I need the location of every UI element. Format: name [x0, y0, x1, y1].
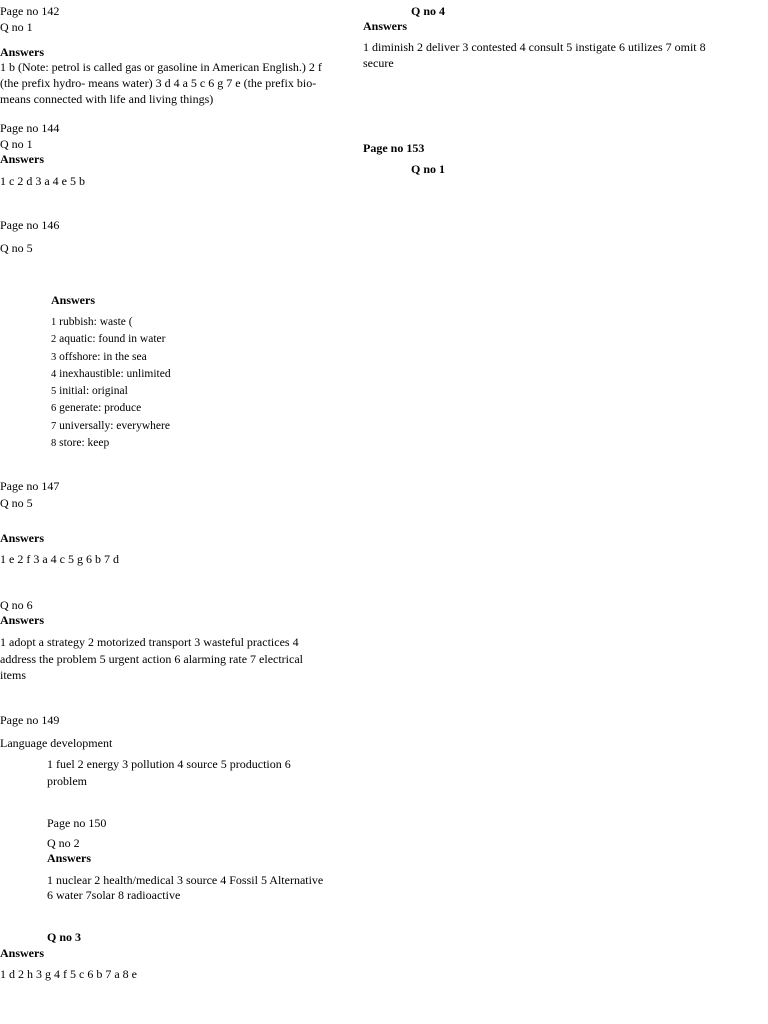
list-item: 5 initial: original	[51, 385, 128, 398]
page-147-answer-line: address the problem 5 urgent action 6 alarming rate 7 electrical	[0, 652, 303, 666]
list-item: 7 universally: everywhere	[51, 419, 170, 432]
page-142-answer-line: means connected with life and living things)	[0, 92, 214, 106]
page-144-label: Page no 144	[0, 121, 60, 135]
q4-answer-line: secure	[363, 56, 394, 70]
q4-answers-heading: Answers	[363, 19, 407, 33]
page-147-answer-line: items	[0, 668, 26, 682]
list-item: 4 inexhaustible: unlimited	[51, 367, 171, 380]
q3-answer-line: 1 d 2 h 3 g 4 f 5 c 6 b 7 a 8 e	[0, 967, 137, 981]
page-146-label: Page no 146	[0, 218, 60, 232]
page-144-answers-heading: Answers	[0, 152, 44, 166]
page-147-question-5: Q no 5	[0, 496, 33, 510]
page-147-answer-line: 1 e 2 f 3 a 4 c 5 g 6 b 7 d	[0, 552, 119, 566]
page-150-answer-line: 6 water 7solar 8 radioactive	[47, 888, 181, 902]
list-item: 6 generate: produce	[51, 402, 142, 415]
page-144-question: Q no 1	[0, 137, 33, 151]
page-142-label: Page no 142	[0, 4, 60, 18]
q3-question: Q no 3	[47, 930, 82, 944]
page-142-answers-heading: Answers	[0, 45, 44, 59]
page-147-question-6: Q no 6	[0, 598, 33, 612]
q4-answer-line: 1 diminish 2 deliver 3 contested 4 consult 5 instigate 6 utilizes 7 omit 8	[363, 40, 706, 54]
page-146-answers-heading: Answers	[51, 293, 95, 307]
page-149-answer-line: problem	[47, 774, 87, 788]
page-147-answers-heading: Answers	[0, 613, 44, 627]
page-153-question: Q no 1	[411, 162, 446, 176]
page-146-answer-list	[51, 314, 171, 452]
page-153-label: Page no 153	[363, 141, 425, 155]
q3-answers-heading: Answers	[0, 946, 44, 960]
page-150-label: Page no 150	[47, 816, 107, 830]
page-147-label: Page no 147	[0, 479, 60, 493]
list-item: 8 store: keep	[51, 437, 110, 450]
page-149-label: Page no 149	[0, 713, 60, 727]
page-149-answer-line: 1 fuel 2 energy 3 pollution 4 source 5 production 6	[47, 757, 291, 771]
list-item: 2 aquatic: found in water	[51, 333, 166, 346]
page-147-answers-heading: Answers	[0, 531, 44, 545]
page-142-question: Q no 1	[0, 20, 33, 34]
list-item: 3 offshore: in the sea	[51, 350, 147, 363]
page-150-answer-line: 1 nuclear 2 health/medical 3 source 4 Fossil 5 Alternative	[47, 873, 324, 887]
list-item: 1 rubbish: waste (	[51, 316, 133, 328]
page-147-answer-line: 1 adopt a strategy 2 motorized transport 3 wasteful practices 4	[0, 635, 299, 649]
page-146-question: Q no 5	[0, 241, 33, 255]
page-142-answer-line: 1 b (Note: petrol is called gas or gasoline in American English.) 2 f	[0, 60, 322, 74]
page-144-answer-line: 1 c 2 d 3 a 4 e 5 b	[0, 174, 85, 188]
q4-question: Q no 4	[411, 4, 446, 18]
page-142-answer-line: (the prefix hydro- means water) 3 d 4 a 5 c 6 g 7 e (the prefix bio-	[0, 76, 317, 90]
page-150-answers-heading: Answers	[47, 851, 91, 865]
page-150-question: Q no 2	[47, 836, 80, 850]
page-149-heading: Language development	[0, 736, 113, 750]
